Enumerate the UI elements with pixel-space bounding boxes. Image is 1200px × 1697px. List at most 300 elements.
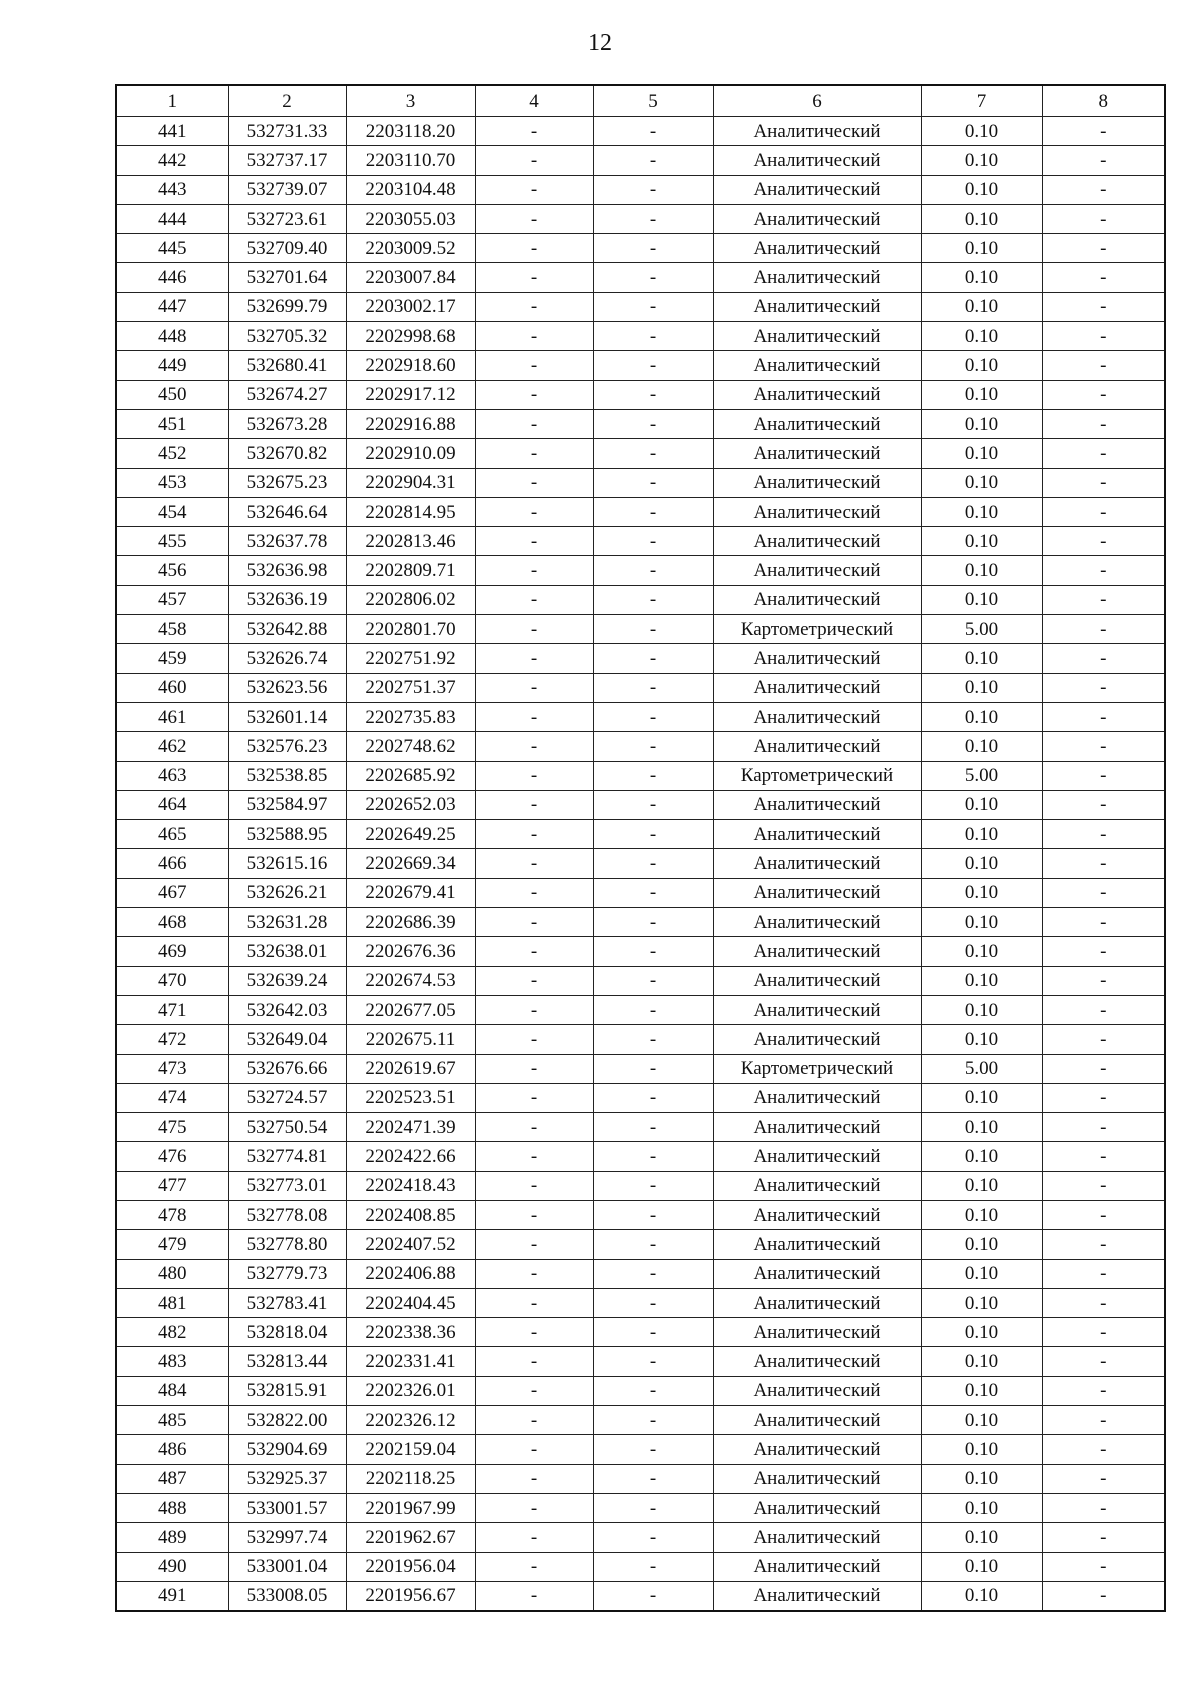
table-cell: 2203055.03: [346, 204, 475, 233]
table-cell: 2202801.70: [346, 615, 475, 644]
table-row: [116, 1083, 1165, 1112]
table-row: [116, 1142, 1165, 1171]
table-cell: 532779.73: [228, 1259, 346, 1288]
table-cell: 532709.40: [228, 234, 346, 263]
table-cell: 2202619.67: [346, 1054, 475, 1083]
table-cell: 0.10: [921, 673, 1042, 702]
table-cell: -: [475, 702, 593, 731]
table-cell: -: [1042, 1523, 1165, 1552]
table-cell: 487: [116, 1464, 228, 1493]
table-cell: -: [1042, 1113, 1165, 1142]
table-cell: 475: [116, 1113, 228, 1142]
table-cell: 532724.57: [228, 1083, 346, 1112]
table-cell: 532813.44: [228, 1347, 346, 1376]
table-cell: 0.10: [921, 1200, 1042, 1229]
table-cell: -: [593, 966, 713, 995]
table-cell: 452: [116, 439, 228, 468]
table-cell: 463: [116, 761, 228, 790]
table-cell: -: [475, 1464, 593, 1493]
table-cell: 0.10: [921, 117, 1042, 146]
table-cell: 480: [116, 1259, 228, 1288]
table-cell: 442: [116, 146, 228, 175]
table-cell: 444: [116, 204, 228, 233]
table-cell: -: [475, 1523, 593, 1552]
table-cell: 532675.23: [228, 468, 346, 497]
table-cell: -: [1042, 615, 1165, 644]
table-cell: 443: [116, 175, 228, 204]
table-cell: -: [475, 234, 593, 263]
table-cell: 2202677.05: [346, 995, 475, 1024]
table-cell: -: [1042, 117, 1165, 146]
table-cell: 477: [116, 1171, 228, 1200]
table-cell: -: [1042, 1288, 1165, 1317]
table-cell: -: [1042, 468, 1165, 497]
table-cell: 488: [116, 1493, 228, 1522]
table-cell: Аналитический: [713, 937, 921, 966]
table-cell: 441: [116, 117, 228, 146]
table-row: [116, 1523, 1165, 1552]
table-row: [116, 908, 1165, 937]
table-cell: -: [475, 1259, 593, 1288]
table-cell: Аналитический: [713, 1259, 921, 1288]
table-cell: 2203009.52: [346, 234, 475, 263]
table-cell: -: [593, 292, 713, 321]
table-row: [116, 234, 1165, 263]
table-cell: 532584.97: [228, 790, 346, 819]
table-cell: Аналитический: [713, 468, 921, 497]
table-cell: -: [593, 1318, 713, 1347]
table-cell: 0.10: [921, 790, 1042, 819]
table-cell: -: [475, 468, 593, 497]
table-cell: -: [475, 1318, 593, 1347]
table-cell: -: [1042, 439, 1165, 468]
table-cell: -: [1042, 1171, 1165, 1200]
table-cell: Аналитический: [713, 790, 921, 819]
table-cell: 0.10: [921, 1581, 1042, 1611]
table-cell: 459: [116, 644, 228, 673]
table-cell: 2202675.11: [346, 1025, 475, 1054]
table-row: [116, 878, 1165, 907]
table-cell: 532626.74: [228, 644, 346, 673]
column-header: 3: [346, 85, 475, 117]
table-cell: Аналитический: [713, 175, 921, 204]
table-cell: -: [593, 468, 713, 497]
table-cell: 0.10: [921, 1552, 1042, 1581]
table-cell: -: [475, 615, 593, 644]
table-cell: 474: [116, 1083, 228, 1112]
table-row: [116, 1230, 1165, 1259]
table-cell: -: [593, 1493, 713, 1522]
table-cell: -: [1042, 1200, 1165, 1229]
table-cell: -: [475, 644, 593, 673]
table-cell: -: [1042, 702, 1165, 731]
table-cell: 532636.98: [228, 556, 346, 585]
table-cell: 532626.21: [228, 878, 346, 907]
table-row: [116, 292, 1165, 321]
table-cell: 0.10: [921, 1171, 1042, 1200]
table-cell: -: [475, 1171, 593, 1200]
table-cell: -: [593, 322, 713, 351]
table-cell: Аналитический: [713, 1288, 921, 1317]
table-cell: -: [1042, 995, 1165, 1024]
column-header: 5: [593, 85, 713, 117]
table-cell: 532637.78: [228, 527, 346, 556]
table-cell: -: [1042, 1230, 1165, 1259]
table-cell: Аналитический: [713, 995, 921, 1024]
table-row: [116, 1054, 1165, 1083]
table-cell: 2202751.37: [346, 673, 475, 702]
table-row: [116, 263, 1165, 292]
table-cell: Аналитический: [713, 1581, 921, 1611]
table-cell: -: [593, 234, 713, 263]
table-cell: 466: [116, 849, 228, 878]
table-cell: 0.10: [921, 644, 1042, 673]
table-cell: 448: [116, 322, 228, 351]
table-cell: -: [593, 146, 713, 175]
table-cell: -: [1042, 1318, 1165, 1347]
table-cell: 0.10: [921, 263, 1042, 292]
header-row: [116, 85, 1165, 117]
table-cell: -: [1042, 1054, 1165, 1083]
table-row: [116, 351, 1165, 380]
table-cell: 0.10: [921, 234, 1042, 263]
table-cell: 2202523.51: [346, 1083, 475, 1112]
table-cell: 2202471.39: [346, 1113, 475, 1142]
table-cell: 0.10: [921, 1259, 1042, 1288]
table-cell: -: [593, 1376, 713, 1405]
table-cell: -: [1042, 908, 1165, 937]
table-cell: 533008.05: [228, 1581, 346, 1611]
table-cell: -: [1042, 380, 1165, 409]
table-cell: 532638.01: [228, 937, 346, 966]
table-cell: 2201956.67: [346, 1581, 475, 1611]
table-cell: -: [1042, 820, 1165, 849]
table-cell: 0.10: [921, 702, 1042, 731]
table-cell: -: [475, 527, 593, 556]
table-cell: Аналитический: [713, 820, 921, 849]
table-cell: -: [593, 409, 713, 438]
table-cell: -: [593, 263, 713, 292]
table-cell: Аналитический: [713, 1523, 921, 1552]
table-cell: -: [1042, 966, 1165, 995]
table-cell: Аналитический: [713, 204, 921, 233]
table-cell: 2202418.43: [346, 1171, 475, 1200]
table-cell: 0.10: [921, 1142, 1042, 1171]
table-cell: -: [593, 351, 713, 380]
table-cell: 532538.85: [228, 761, 346, 790]
table-cell: -: [593, 878, 713, 907]
table-cell: 532774.81: [228, 1142, 346, 1171]
table-cell: -: [475, 966, 593, 995]
table-cell: -: [1042, 673, 1165, 702]
table-cell: 449: [116, 351, 228, 380]
table-row: [116, 790, 1165, 819]
table-cell: 532674.27: [228, 380, 346, 409]
table-cell: -: [1042, 146, 1165, 175]
table-cell: 0.10: [921, 351, 1042, 380]
table-cell: Аналитический: [713, 1552, 921, 1581]
table-cell: 2203002.17: [346, 292, 475, 321]
table-cell: Аналитический: [713, 1200, 921, 1229]
table-cell: Аналитический: [713, 556, 921, 585]
table-cell: -: [593, 790, 713, 819]
table-cell: -: [475, 1406, 593, 1435]
table-cell: -: [475, 1113, 593, 1142]
table-cell: -: [475, 409, 593, 438]
table-cell: 2202338.36: [346, 1318, 475, 1347]
table-cell: 2203110.70: [346, 146, 475, 175]
table-cell: 532649.04: [228, 1025, 346, 1054]
table-cell: -: [475, 380, 593, 409]
table-cell: Аналитический: [713, 1347, 921, 1376]
table-cell: 5.00: [921, 1054, 1042, 1083]
table-cell: -: [593, 644, 713, 673]
table-cell: 2202679.41: [346, 878, 475, 907]
table-cell: 532731.33: [228, 117, 346, 146]
table-cell: -: [1042, 1493, 1165, 1522]
table-cell: -: [475, 1581, 593, 1611]
table-cell: -: [475, 497, 593, 526]
table-cell: -: [593, 1200, 713, 1229]
table-cell: -: [593, 175, 713, 204]
table-cell: 478: [116, 1200, 228, 1229]
table-cell: -: [593, 585, 713, 614]
table-cell: 468: [116, 908, 228, 937]
table-cell: 491: [116, 1581, 228, 1611]
table-cell: Аналитический: [713, 644, 921, 673]
table-cell: -: [475, 351, 593, 380]
table-cell: 2201962.67: [346, 1523, 475, 1552]
table-cell: -: [593, 1171, 713, 1200]
table-cell: 532673.28: [228, 409, 346, 438]
table-cell: -: [475, 1552, 593, 1581]
table-cell: 532815.91: [228, 1376, 346, 1405]
table-cell: 2202998.68: [346, 322, 475, 351]
table-cell: 532588.95: [228, 820, 346, 849]
column-header: 8: [1042, 85, 1165, 117]
table-cell: -: [1042, 527, 1165, 556]
table-cell: -: [475, 937, 593, 966]
table-cell: Аналитический: [713, 380, 921, 409]
table-row: [116, 527, 1165, 556]
table-row: [116, 702, 1165, 731]
table-cell: 2202408.85: [346, 1200, 475, 1229]
table-cell: 532670.82: [228, 439, 346, 468]
table-cell: 532636.19: [228, 585, 346, 614]
table-cell: 0.10: [921, 439, 1042, 468]
table-cell: 461: [116, 702, 228, 731]
table-cell: 532778.80: [228, 1230, 346, 1259]
table-cell: -: [593, 1259, 713, 1288]
column-header: 1: [116, 85, 228, 117]
table-cell: 532778.08: [228, 1200, 346, 1229]
table-cell: -: [593, 761, 713, 790]
table-cell: 489: [116, 1523, 228, 1552]
table-cell: 2202406.88: [346, 1259, 475, 1288]
table-cell: 532818.04: [228, 1318, 346, 1347]
table-cell: 0.10: [921, 966, 1042, 995]
table-cell: -: [593, 1406, 713, 1435]
table-body: [116, 117, 1165, 1612]
table-cell: Аналитический: [713, 146, 921, 175]
table-cell: -: [1042, 1552, 1165, 1581]
table-cell: 2203007.84: [346, 263, 475, 292]
table-cell: 0.10: [921, 175, 1042, 204]
table-cell: -: [475, 204, 593, 233]
table-cell: 2202652.03: [346, 790, 475, 819]
table-cell: -: [1042, 1581, 1165, 1611]
table-cell: 2202806.02: [346, 585, 475, 614]
table-row: [116, 1200, 1165, 1229]
table-cell: -: [1042, 263, 1165, 292]
page-number: 12: [588, 30, 612, 56]
table-cell: Аналитический: [713, 1318, 921, 1347]
table-cell: 0.10: [921, 1523, 1042, 1552]
table-cell: -: [593, 1083, 713, 1112]
table-row: [116, 409, 1165, 438]
table-cell: 533001.04: [228, 1552, 346, 1581]
table-cell: 0.10: [921, 878, 1042, 907]
table-cell: Аналитический: [713, 292, 921, 321]
table-cell: -: [475, 790, 593, 819]
table-cell: 453: [116, 468, 228, 497]
table-cell: 2203104.48: [346, 175, 475, 204]
coordinates-table: [115, 84, 1166, 1612]
table-row: [116, 1318, 1165, 1347]
table-cell: -: [475, 585, 593, 614]
table-cell: -: [1042, 585, 1165, 614]
table-cell: 457: [116, 585, 228, 614]
table-cell: 467: [116, 878, 228, 907]
table-cell: 532737.17: [228, 146, 346, 175]
table-row: [116, 761, 1165, 790]
table-cell: 2202331.41: [346, 1347, 475, 1376]
table-row: [116, 615, 1165, 644]
table-cell: Аналитический: [713, 1025, 921, 1054]
table-cell: Аналитический: [713, 1464, 921, 1493]
table-cell: 0.10: [921, 908, 1042, 937]
table-row: [116, 849, 1165, 878]
table-cell: Аналитический: [713, 908, 921, 937]
table-cell: -: [593, 1347, 713, 1376]
table-cell: -: [593, 1230, 713, 1259]
table-cell: 446: [116, 263, 228, 292]
table-cell: -: [593, 1113, 713, 1142]
table-cell: 2202809.71: [346, 556, 475, 585]
table-cell: 481: [116, 1288, 228, 1317]
table-cell: Аналитический: [713, 263, 921, 292]
table-cell: 479: [116, 1230, 228, 1259]
table-cell: 0.10: [921, 1406, 1042, 1435]
table-cell: 0.10: [921, 497, 1042, 526]
table-cell: 532925.37: [228, 1464, 346, 1493]
table-row: [116, 1493, 1165, 1522]
table-cell: -: [1042, 1083, 1165, 1112]
table-cell: 0.10: [921, 1493, 1042, 1522]
table-cell: 2202751.92: [346, 644, 475, 673]
table-cell: 2202686.39: [346, 908, 475, 937]
table-cell: 532646.64: [228, 497, 346, 526]
table-cell: -: [593, 702, 713, 731]
table-cell: Аналитический: [713, 234, 921, 263]
table-cell: -: [593, 527, 713, 556]
table-cell: -: [475, 175, 593, 204]
table-cell: -: [593, 1552, 713, 1581]
table-cell: 533001.57: [228, 1493, 346, 1522]
table-cell: 532705.32: [228, 322, 346, 351]
table-cell: -: [1042, 1025, 1165, 1054]
column-header: 7: [921, 85, 1042, 117]
table-row: [116, 1113, 1165, 1142]
table-cell: 471: [116, 995, 228, 1024]
table-cell: -: [475, 849, 593, 878]
table-cell: -: [1042, 732, 1165, 761]
table-cell: 0.10: [921, 556, 1042, 585]
table-cell: 532904.69: [228, 1435, 346, 1464]
table-cell: 455: [116, 527, 228, 556]
table-cell: -: [1042, 937, 1165, 966]
table-cell: -: [475, 761, 593, 790]
table-cell: 532699.79: [228, 292, 346, 321]
table-cell: 2202904.31: [346, 468, 475, 497]
table-cell: 2202649.25: [346, 820, 475, 849]
table-cell: 2202916.88: [346, 409, 475, 438]
table-cell: -: [475, 820, 593, 849]
table-cell: -: [1042, 1464, 1165, 1493]
table-cell: -: [593, 820, 713, 849]
table-row: [116, 497, 1165, 526]
table-cell: -: [475, 1230, 593, 1259]
table-cell: Аналитический: [713, 966, 921, 995]
table-row: [116, 468, 1165, 497]
column-header: 6: [713, 85, 921, 117]
table-cell: Аналитический: [713, 1230, 921, 1259]
table-cell: -: [475, 1347, 593, 1376]
table-cell: 462: [116, 732, 228, 761]
table-cell: Аналитический: [713, 732, 921, 761]
table-cell: 0.10: [921, 527, 1042, 556]
table-cell: 2202118.25: [346, 1464, 475, 1493]
table-row: [116, 175, 1165, 204]
table-cell: 0.10: [921, 409, 1042, 438]
table-cell: 532723.61: [228, 204, 346, 233]
table-cell: Аналитический: [713, 1406, 921, 1435]
table-cell: 0.10: [921, 468, 1042, 497]
table-cell: 532739.07: [228, 175, 346, 204]
table-row: [116, 644, 1165, 673]
table-cell: -: [593, 849, 713, 878]
table-row: [116, 732, 1165, 761]
table-cell: 0.10: [921, 292, 1042, 321]
table-cell: 456: [116, 556, 228, 585]
table-cell: 532680.41: [228, 351, 346, 380]
table-cell: 2202813.46: [346, 527, 475, 556]
table-cell: Аналитический: [713, 585, 921, 614]
table-cell: 484: [116, 1376, 228, 1405]
table-cell: 0.10: [921, 1288, 1042, 1317]
table-cell: 532576.23: [228, 732, 346, 761]
table-cell: -: [475, 878, 593, 907]
table-cell: -: [593, 673, 713, 702]
table-cell: -: [475, 322, 593, 351]
table-cell: 465: [116, 820, 228, 849]
table-cell: 2202917.12: [346, 380, 475, 409]
table-cell: Аналитический: [713, 1113, 921, 1142]
table-cell: 0.10: [921, 1025, 1042, 1054]
table-cell: 2202735.83: [346, 702, 475, 731]
table-cell: 2201967.99: [346, 1493, 475, 1522]
table-cell: 532997.74: [228, 1523, 346, 1552]
